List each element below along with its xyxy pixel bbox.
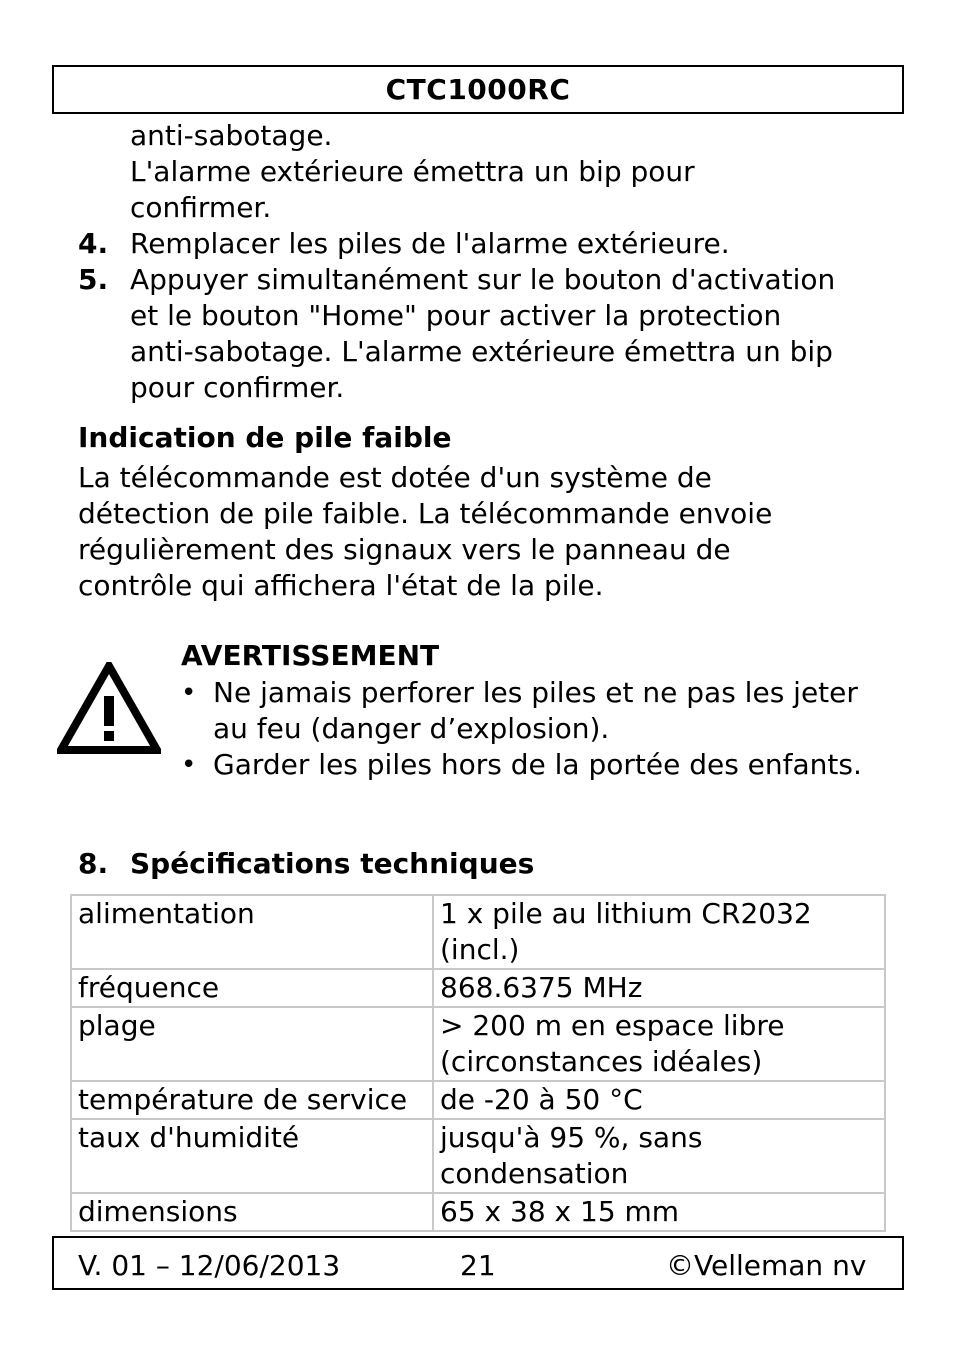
spec-value: jusqu'à 95 %, sans condensation (433, 1119, 885, 1193)
table-row (71, 1193, 885, 1231)
footer-version: V. 01 – 12/06/2013 (78, 1249, 341, 1282)
step-text: pour confirmer. (130, 371, 345, 404)
paragraph-line: détection de pile faible. La télécommande envoie (78, 497, 773, 530)
step-text: et le bouton "Home" pour activer la protection (130, 299, 782, 332)
spec-label: dimensions (71, 1193, 433, 1231)
specs-table (70, 894, 886, 1232)
table-row (71, 969, 885, 1007)
footer-copyright: ©Velleman nv (666, 1249, 867, 1282)
warning-bullet-text: Garder les piles hors de la portée des enfants. (213, 748, 862, 781)
document-title: CTC1000RC (385, 73, 571, 106)
step-number: 5. (78, 263, 109, 296)
spec-value: > 200 m en espace libre (circonstances idéales) (433, 1007, 885, 1081)
paragraph-line: La télécommande est dotée d'un système de (78, 461, 712, 494)
warning-bullet-text: au feu (danger d’explosion). (213, 712, 610, 745)
table-row (71, 1081, 885, 1119)
footer-box (52, 1236, 904, 1290)
spec-value: 65 x 38 x 15 mm (433, 1193, 885, 1231)
continued-line: confirmer. (130, 191, 272, 224)
table-row (71, 1119, 885, 1193)
paragraph-line: régulièrement des signaux vers le panneau de (78, 533, 731, 566)
continued-line: L'alarme extérieure émettra un bip pour (130, 155, 695, 188)
section-number: 8. (78, 847, 109, 880)
spec-value: 868.6375 MHz (433, 969, 885, 1007)
step-text: Remplacer les piles de l'alarme extérieure. (130, 227, 730, 260)
spec-label: température de service (71, 1081, 433, 1119)
spec-label: alimentation (71, 895, 433, 969)
spec-label: plage (71, 1007, 433, 1081)
table-row (71, 895, 885, 969)
warning-bullet-text: Ne jamais perforer les piles et ne pas les jeter (213, 676, 858, 709)
spec-value: de -20 à 50 °C (433, 1081, 885, 1119)
step-text: Appuyer simultanément sur le bouton d'activation (130, 263, 836, 296)
step-number: 4. (78, 227, 109, 260)
spec-label: fréquence (71, 969, 433, 1007)
warning-triangle-icon (57, 662, 161, 756)
continued-line: anti-sabotage. (130, 119, 333, 152)
bullet-glyph: • (181, 678, 197, 708)
bullet-glyph: • (181, 750, 197, 780)
spec-label: taux d'humidité (71, 1119, 433, 1193)
header-box (52, 65, 904, 114)
section-heading: Indication de pile faible (78, 421, 452, 454)
table-row (71, 1007, 885, 1081)
step-text: anti-sabotage. L'alarme extérieure émettra un bip (130, 335, 833, 368)
paragraph-line: contrôle qui affichera l'état de la pile. (78, 569, 604, 602)
warning-heading: AVERTISSEMENT (181, 639, 440, 672)
footer-page-number: 21 (460, 1249, 496, 1282)
spec-value: 1 x pile au lithium CR2032 (incl.) (433, 895, 885, 969)
section-heading: Spécifications techniques (130, 847, 535, 880)
